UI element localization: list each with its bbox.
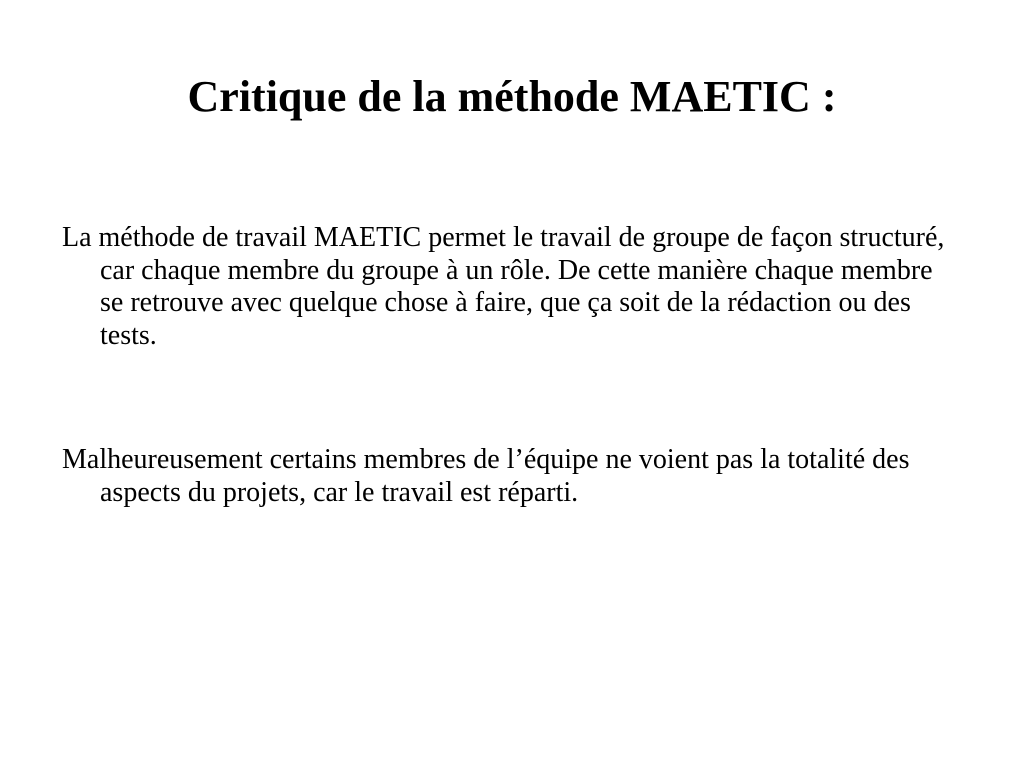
paragraph-maetic-limitation: Malheureusement certains membres de l’équipe ne voient pas la totalité des aspects du projets, car le travail est réparti.	[62, 444, 910, 508]
paragraph-maetic-structure: La méthode de travail MAETIC permet le travail de groupe de façon structuré, car chaque membre du groupe à un rôle. De cette manière chaque membre se retrouve avec quelque chose à faire, que ça soit de la rédaction ou des tests.	[62, 222, 945, 351]
slide-body	[62, 222, 952, 509]
slide-title: Critique de la méthode MAETIC :	[187, 72, 837, 121]
